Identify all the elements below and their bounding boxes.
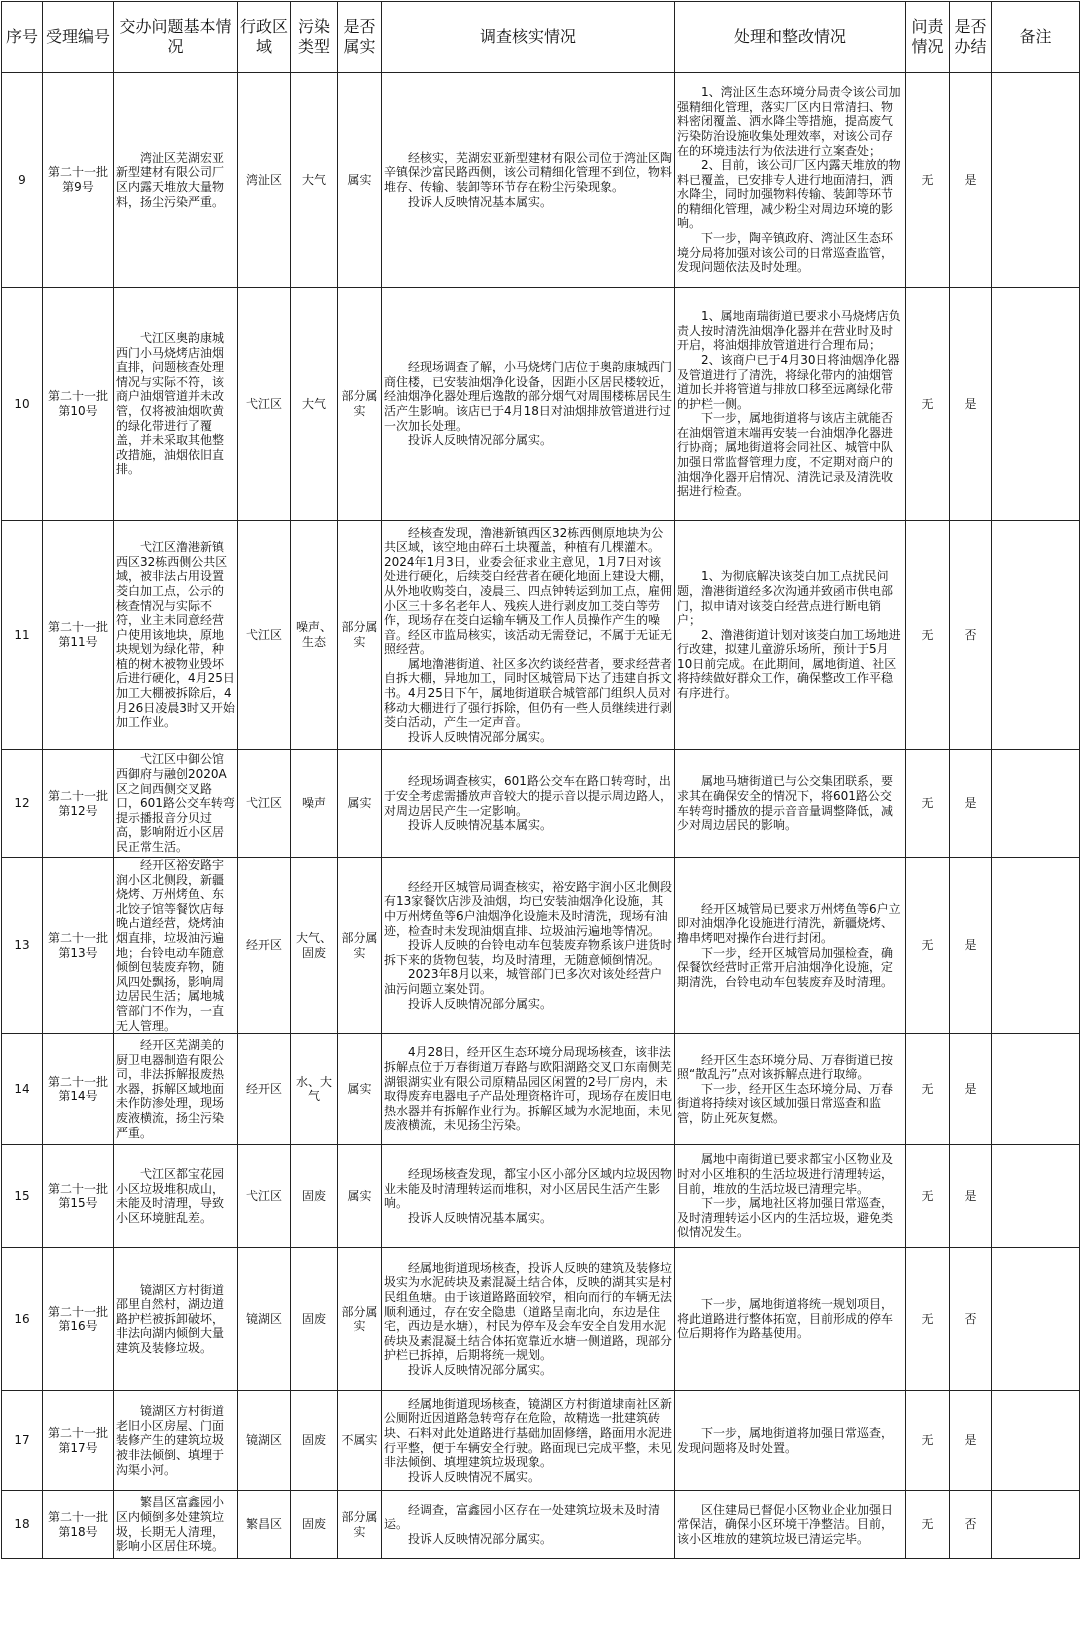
investigation-paragraph: 经现场调查核实，601路公交车在路口转弯时，出于安全考虑需播放声音较大的提示音以提示周边路人，对周边居民产生一定影响。 [384, 774, 673, 818]
cell-issue [114, 1145, 238, 1248]
cell-handling [675, 1391, 906, 1491]
investigation-paragraph: 投诉人反映的台铃电动车包装废弃物系该户进货时拆下来的货物包装，均及时清理，无随意倾倒情况。 [384, 938, 673, 967]
handling-paragraph: 属地马塘街道已与公交集团联系，要求其在确保安全的情况下，将601路公交车转弯时播放的提示音音量调整降低，减少对周边居民的影响。 [677, 774, 894, 833]
cell-handling [675, 1145, 906, 1248]
cell-no: 9 [2, 73, 43, 288]
cell-fact: 部分属实 [338, 521, 382, 750]
header-code: 受理编号 [43, 2, 114, 73]
handling-paragraph: 下一步，经开区生态环境分局、万春街道将持续对该区域加强日常巡查和监管，防止死灰复燃。 [677, 1081, 894, 1126]
cell-closed: 是 [950, 858, 992, 1034]
issue-text: 弋江区澛港新镇西区32栋西侧公共区域，被非法占用设置茭白加工点，公示的核查情况与实际不符，业主未同意经营户使用该地块，原地块规划为绿化带，种植的树木被物业毁坏后进行硬化，4月25日加工大棚被拆除后，4月26日凌晨3时又开始加工作业。 [116, 540, 235, 730]
cell-fact: 属实 [338, 1145, 382, 1248]
cell-accountability: 无 [906, 288, 950, 521]
cell-code: 第二十一批第14号 [43, 1034, 114, 1145]
cell-issue [114, 73, 238, 288]
cell-no: 17 [2, 1391, 43, 1491]
cell-accountability: 无 [906, 521, 950, 750]
cell-handling [675, 1491, 906, 1559]
handling-paragraph: 下一步，经开区城管局加强检查，确保餐饮经营时正常开启油烟净化设施，定期清洗，台铃电动车包装废弃及时清理。 [677, 945, 894, 989]
cell-issue [114, 521, 238, 750]
header-no: 序号 [2, 2, 43, 73]
cell-accountability: 无 [906, 858, 950, 1034]
cell-issue [114, 1391, 238, 1491]
handling-paragraph: 1、湾沚区生态环境分局责令该公司加强精细化管理，落实厂区内日常清扫、物料密闭覆盖、洒水降尘等措施，提高废气污染防治设施收集处理效率，对该公司存在的环境违法行为依法进行立案查处； [677, 85, 901, 158]
cell-code: 第二十一批第18号 [43, 1491, 114, 1559]
cell-fact: 属实 [338, 750, 382, 858]
cell-accountability: 无 [906, 1145, 950, 1248]
cell-district: 镜湖区 [238, 1248, 291, 1391]
cell-type: 水、大气 [291, 1034, 338, 1145]
handling-paragraph: 经开区生态环境分局、万春街道已按照“散乱污”点对该拆解点进行取缔。 [677, 1052, 894, 1082]
investigation-paragraph: 经现场调查了解，小马烧烤门店位于奥韵康城西门商住楼，已安装油烟净化设备，因距小区居民楼较近，经油烟净化器处理后逸散的部分烟气对周围楼栋居民生活产生影响。该店已于4月18日对油烟排放管道进行过一次加长处理。 [384, 360, 673, 433]
cell-district: 弋江区 [238, 1145, 291, 1248]
issue-text: 繁昌区富鑫园小区内倾倒多处建筑垃圾，长期无人清理，影响小区居住环境。 [116, 1495, 225, 1554]
cell-investigation [382, 1491, 675, 1559]
cell-district: 经开区 [238, 1034, 291, 1145]
cell-investigation [382, 521, 675, 750]
cell-code: 第二十一批第16号 [43, 1248, 114, 1391]
cell-accountability: 无 [906, 73, 950, 288]
investigation-paragraph: 投诉人反映情况部分属实。 [408, 1531, 553, 1546]
handling-paragraph: 下一步，属地街道将与该店主就能否在油烟管道末端再安装一台油烟净化器进行协商；属地街道将会同社区、城管中队加强日常监督管理力度，不定期对商户的油烟净化器开启情况、清洗记录及清洗收据进行检查。 [677, 411, 894, 499]
cell-type: 大气 [291, 73, 338, 288]
cell-type: 大气 [291, 288, 338, 521]
handling-paragraph: 2、该商户已于4月30日将油烟净化器及管道进行了清洗，将绿化带内的油烟管道加长并将管道与排放口移至远离绿化带的护栏一侧。 [677, 352, 900, 411]
cell-closed: 是 [950, 750, 992, 858]
investigation-paragraph: 2023年8月以来，城管部门已多次对该处经营户油污问题立案处罚。 [384, 967, 663, 997]
cell-code: 第二十一批第17号 [43, 1391, 114, 1491]
cell-type: 固废 [291, 1248, 338, 1391]
cell-remark [992, 521, 1080, 750]
cell-no: 13 [2, 858, 43, 1034]
cell-handling [675, 73, 906, 288]
investigation-paragraph: 投诉人反映情况基本属实。 [408, 194, 553, 209]
table-row [2, 73, 1080, 288]
handling-paragraph: 下一步，属地街道将统一规划项目，将此道路进行整体拓宽，目前形成的停车位后期将作为路基使用。 [677, 1297, 894, 1341]
cell-district: 经开区 [238, 858, 291, 1034]
cell-issue [114, 1491, 238, 1559]
cell-fact: 部分属实 [338, 858, 382, 1034]
cell-district: 湾沚区 [238, 73, 291, 288]
cell-closed: 是 [950, 73, 992, 288]
cell-remark [992, 1248, 1080, 1391]
cell-closed: 是 [950, 288, 992, 521]
header-district: 行政区域 [238, 2, 291, 73]
cell-code: 第二十一批第13号 [43, 858, 114, 1034]
investigation-paragraph: 经现场核查发现，都宝小区小部分区域内垃圾因物业未能及时清理转运而堆积，对小区居民生活产生影响。 [384, 1166, 673, 1211]
cell-accountability: 无 [906, 1391, 950, 1491]
cell-remark [992, 750, 1080, 858]
cell-district: 弋江区 [238, 750, 291, 858]
cell-no: 14 [2, 1034, 43, 1145]
cell-code: 第二十一批第10号 [43, 288, 114, 521]
header-accountability: 问责情况 [906, 2, 950, 73]
cell-issue [114, 1034, 238, 1145]
cell-fact: 部分属实 [338, 1491, 382, 1559]
issue-text: 经开区裕安路宇润小区北侧段，新疆烧烤、万州烤鱼、东北饺子馆等餐饮店每晚占道经营，烧烤油烟直排，垃圾油污遍地；台铃电动车随意倾倒包装废弃物，随风四处飘扬，影响周边居民生活；属地城管部门不作为，一直无人管理。 [116, 858, 225, 1033]
table-row [2, 1034, 1080, 1145]
header-issue: 交办问题基本情况 [114, 2, 238, 73]
issue-text: 弋江区都宝花园小区垃圾堆积成山，未能及时清理，导致小区环境脏乱差。 [116, 1166, 225, 1225]
cell-fact: 部分属实 [338, 288, 382, 521]
issue-text: 湾沚区芜湖宏亚新型建材有限公司厂区内露天堆放大量物料，扬尘污染严重。 [116, 150, 225, 209]
cell-no: 15 [2, 1145, 43, 1248]
header-investigation: 调查核实情况 [382, 2, 675, 73]
cell-district: 弋江区 [238, 521, 291, 750]
cell-investigation [382, 858, 675, 1034]
cell-handling [675, 750, 906, 858]
cell-accountability: 无 [906, 750, 950, 858]
table-row [2, 858, 1080, 1034]
handling-paragraph: 下一步，陶辛镇政府、湾沚区生态环境分局将加强对该公司的日常巡查监管，发现问题依法及时处理。 [677, 231, 894, 275]
cell-no: 10 [2, 288, 43, 521]
cell-investigation [382, 73, 675, 288]
investigation-paragraph: 经核查发现，澛港新镇西区32栋西侧原地块为公共区域，该空地由碎石土块覆盖，种植有几棵灌木。2024年1月3日，业委会征求业主意见，1月7日对该处进行硬化，后续茭白经营者在硬化地面上建设大棚，从外地收购茭白，凌晨三、四点钟转运到加工点，雇佣小区三十多名老年人、残疾人进行剥皮加工茭白等劳作，现场存在茭白运输车辆及工作人员操作产生的噪音。经区市监局核实，该活动无需登记，不属于无证无照经营。 [384, 525, 673, 657]
cell-no: 18 [2, 1491, 43, 1559]
investigation-paragraph: 投诉人反映情况部分属实。 [408, 996, 553, 1011]
handling-paragraph: 2、澛港街道计划对该茭白加工场地进行改建，拟建儿童游乐场所，预计于5月10日前完成。在此期间，属地街道、社区将持续做好群众工作，确保整改工作平稳有序进行。 [677, 627, 901, 701]
cell-investigation [382, 288, 675, 521]
table-row [2, 1491, 1080, 1559]
cell-remark [992, 73, 1080, 288]
cell-type: 固废 [291, 1145, 338, 1248]
cell-code: 第二十一批第11号 [43, 521, 114, 750]
issue-text: 镜湖区方村街道老旧小区房屋、门面装修产生的建筑垃圾被非法倾倒、填埋于沟渠小河。 [116, 1404, 225, 1477]
cell-accountability: 无 [906, 1034, 950, 1145]
header-closed: 是否办结 [950, 2, 992, 73]
cell-fact: 属实 [338, 1034, 382, 1145]
investigation-paragraph: 经经开区城管局调查核实，裕安路宇润小区北侧段有13家餐饮店涉及油烟，均已安装油烟净化设施，其中万州烤鱼等6户油烟净化设施未及时清洗，现场有油迹，检查时未发现油烟直排、垃圾油污遍地等情况。 [384, 879, 673, 938]
cell-code: 第二十一批第12号 [43, 750, 114, 858]
cell-fact: 不属实 [338, 1391, 382, 1491]
cell-fact: 部分属实 [338, 1248, 382, 1391]
cell-district: 繁昌区 [238, 1491, 291, 1559]
cell-code: 第二十一批第9号 [43, 73, 114, 288]
cell-handling [675, 1034, 906, 1145]
cell-handling [675, 521, 906, 750]
investigation-paragraph: 投诉人反映情况部分属实。 [408, 433, 553, 448]
cell-handling [675, 858, 906, 1034]
header-handling: 处理和整改情况 [675, 2, 906, 73]
investigation-paragraph: 投诉人反映情况基本属实。 [408, 818, 553, 833]
cell-remark [992, 1034, 1080, 1145]
investigation-paragraph: 投诉人反映情况部分属实。 [408, 729, 553, 744]
cell-no: 16 [2, 1248, 43, 1391]
handling-paragraph: 经开区城管局已要求万州烤鱼等6户立即对油烟净化设施进行清洗，新疆烧烤、撸串烤吧对操作台进行封闭。 [677, 901, 901, 945]
investigation-paragraph: 经核实，芜湖宏亚新型建材有限公司位于湾沚区陶辛镇保沙富民路西侧，该公司精细化管理不到位，物料堆存、传输、装卸等环节存在粉尘污染现象。 [384, 150, 673, 194]
cell-handling [675, 288, 906, 521]
cell-issue [114, 1248, 238, 1391]
cell-no: 11 [2, 521, 43, 750]
table-row [2, 1248, 1080, 1391]
cell-code: 第二十一批第15号 [43, 1145, 114, 1248]
cell-district: 镜湖区 [238, 1391, 291, 1491]
investigation-paragraph: 投诉人反映情况部分属实。 [408, 1362, 553, 1377]
cell-closed: 否 [950, 1491, 992, 1559]
cell-type: 噪声、生态 [291, 521, 338, 750]
cell-fact: 属实 [338, 73, 382, 288]
cell-investigation [382, 1034, 675, 1145]
table-row [2, 1145, 1080, 1248]
cell-accountability: 无 [906, 1491, 950, 1559]
cell-investigation [382, 1145, 675, 1248]
cell-issue [114, 750, 238, 858]
header-remark: 备注 [992, 2, 1080, 73]
investigation-paragraph: 经属地街道现场核查，镜湖区方村街道埭南社区新公厕附近因道路急转弯存在危险，故精选一批建筑砖块、石料对此处道路进行基础加固修缮，路面用水泥进行平整，便于车辆安全行驶。路面现已完成平整，未见非法倾倒、填埋建筑垃圾现象。 [384, 1396, 673, 1470]
cell-handling [675, 1248, 906, 1391]
cell-type: 固废 [291, 1491, 338, 1559]
cell-district: 弋江区 [238, 288, 291, 521]
table-row [2, 750, 1080, 858]
handling-paragraph: 1、为彻底解决该茭白加工点扰民问题，澛港街道经多次沟通并致函市供电部门，拟申请对该茭白经营点进行断电销户； [677, 569, 894, 628]
cell-no: 12 [2, 750, 43, 858]
cell-investigation [382, 1391, 675, 1491]
cell-type: 噪声 [291, 750, 338, 858]
table-row [2, 1391, 1080, 1491]
cell-issue [114, 858, 238, 1034]
investigation-paragraph: 4月28日，经开区生态环境分局现场核查，该非法拆解点位于万春街道万春路与欧阳湖路交叉口东南侧芜湖银湖实业有限公司原精品园区闲置的2号厂房内，未取得废弃电器电子产品处理资格许可，现场存在废旧电热水器并有拆解作业行为。拆解区域为水泥地面，未见废液横流，未见扬尘污染。 [384, 1045, 673, 1133]
investigation-paragraph: 投诉人反映情况基本属实。 [408, 1210, 553, 1225]
header-row [2, 2, 1080, 73]
cell-closed: 是 [950, 1145, 992, 1248]
issue-text: 弋江区中御公馆西御府与融创2020A区之间西侧交叉路口，601路公交车转弯提示播报音分贝过高，影响附近小区居民正常生活。 [116, 752, 235, 854]
table-row [2, 521, 1080, 750]
cell-remark [992, 1145, 1080, 1248]
cell-closed: 否 [950, 521, 992, 750]
cell-remark [992, 288, 1080, 521]
header-fact: 是否属实 [338, 2, 382, 73]
handling-paragraph: 下一步，属地街道将加强日常巡查，发现问题将及时处置。 [677, 1426, 894, 1455]
handling-paragraph: 下一步，属地社区将加强日常巡查，及时清理转运小区内的生活垃圾，避免类似情况发生。 [677, 1196, 894, 1240]
cell-investigation [382, 1248, 675, 1391]
table-row [2, 288, 1080, 521]
handling-paragraph: 区住建局已督促小区物业企业加强日常保洁，确保小区环境干净整洁。目前，该小区堆放的建筑垃圾已清运完毕。 [677, 1502, 894, 1546]
handling-paragraph: 2、目前，该公司厂区内露天堆放的物料已覆盖，已安排专人进行地面清扫，洒水降尘，同时加强物料传输、装卸等环节的精细化管理，减少粉尘对周边环境的影响。 [677, 158, 901, 231]
investigation-paragraph: 属地澛港街道、社区多次约谈经营者，要求经营者自拆大棚，异地加工，同时区城管局下达了违建自拆文书。4月25日下午，属地街道联合城管部门组织人员对移动大棚进行了强行拆除，但仍有一些人员继续进行剥茭白活动，产生一定声音。 [384, 656, 673, 730]
investigation-paragraph: 投诉人反映情况不属实。 [408, 1469, 541, 1484]
investigation-paragraph: 经属地街道现场核查，投诉人反映的建筑及装修垃圾实为水泥砖块及素混凝土结合体，反映的湖其实是村民组鱼塘。由于该道路路面较窄，相向而行的车辆无法顺利通过，存在安全隐患（道路呈南北向，东边是住宅，西边是水塘），村民为停车及会车安全自发用水泥砖块及素混凝土结合体拓宽靠近水塘一侧道路，现部分护栏已拆掉，后期将统一规划。 [384, 1260, 673, 1363]
issue-text: 经开区芜湖美的厨卫电器制造有限公司，非法拆解报废热水器，拆解区域地面未作防渗处理，现场废液横流，扬尘污染严重。 [116, 1038, 225, 1140]
cell-remark [992, 858, 1080, 1034]
cell-issue [114, 288, 238, 521]
cell-remark [992, 1491, 1080, 1559]
cell-remark [992, 1391, 1080, 1491]
cell-closed: 否 [950, 1248, 992, 1391]
cell-type: 大气、固废 [291, 858, 338, 1034]
header-type: 污染类型 [291, 2, 338, 73]
handling-paragraph: 1、属地南瑞街道已要求小马烧烤店负责人按时清洗油烟净化器并在营业时及时开启，将油烟排放管道进行合理布局； [677, 309, 901, 353]
issue-text: 弋江区奥韵康城西门小马烧烤店油烟直排，问题核查处理情况与实际不符，该商户油烟管道并未改管，仅将被油烟吹黄的绿化带进行了覆盖，并未采取其他整改措施，油烟依旧直排。 [116, 331, 225, 477]
handling-paragraph: 属地中南街道已要求都宝小区物业及时对小区堆积的生活垃圾进行清理转运，目前，堆放的生活垃圾已清理完毕。 [677, 1152, 894, 1196]
investigation-paragraph: 经调查，富鑫园小区存在一处建筑垃圾未及时清运。 [384, 1502, 661, 1532]
cell-type: 固废 [291, 1391, 338, 1491]
cell-accountability: 无 [906, 1248, 950, 1391]
cell-investigation [382, 750, 675, 858]
issue-text: 镜湖区方村街道邵里自然村，湖边道路护栏被拆卸破坏，非法向湖内倾倒大量建筑及装修垃圾。 [116, 1282, 225, 1356]
cell-closed: 是 [950, 1391, 992, 1491]
cell-closed: 是 [950, 1034, 992, 1145]
complaint-table [1, 1, 1080, 1559]
